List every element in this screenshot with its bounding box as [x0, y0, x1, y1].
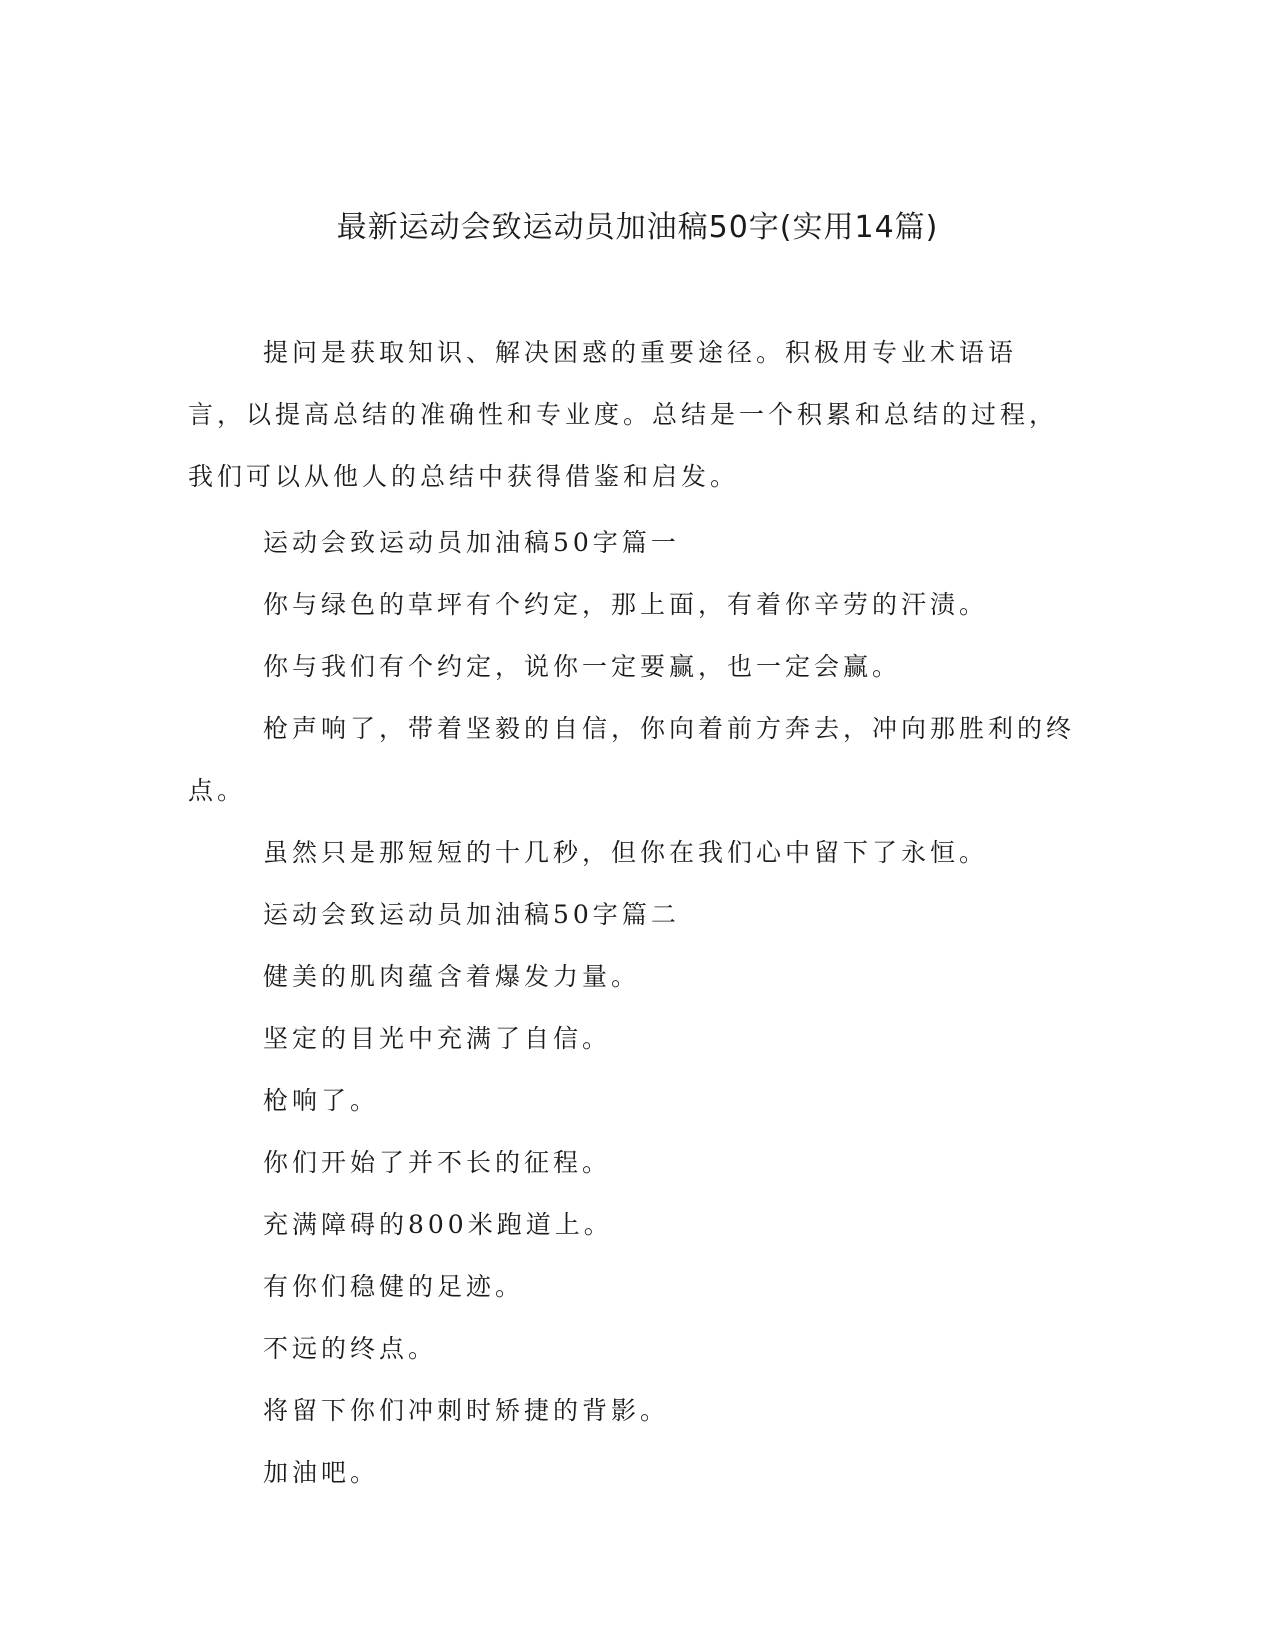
section-heading: 运动会致运动员加油稿50字篇一	[263, 528, 680, 557]
section-heading: 运动会致运动员加油稿50字篇二	[263, 900, 680, 929]
body-paragraph: 充满障碍的800米跑道上。	[263, 1210, 613, 1239]
body-paragraph: 你们开始了并不长的征程。	[263, 1148, 612, 1177]
body-paragraph: 你与绿色的草坪有个约定，那上面，有着你辛劳的汗渍。	[263, 590, 989, 619]
body-paragraph: 虽然只是那短短的十几秒，但你在我们心中留下了永恒。	[263, 838, 989, 867]
body-paragraph: 将留下你们冲刺时矫捷的背影。	[263, 1396, 670, 1425]
article-body	[188, 512, 1088, 1504]
body-paragraph: 坚定的目光中充满了自信。	[263, 1024, 612, 1053]
intro-paragraph: 提问是获取知识、解决困惑的重要途径。积极用专业术语语言，以提高总结的准确性和专业度。总结是一个积累和总结的过程，我们可以从他人的总结中获得借鉴和启发。	[188, 338, 1059, 491]
body-paragraph: 健美的肌肉蕴含着爆发力量。	[263, 962, 641, 991]
body-paragraph: 枪响了。	[263, 1086, 380, 1115]
document-title: 最新运动会致运动员加油稿50字(实用14篇)	[336, 210, 939, 245]
intro-block	[188, 322, 1068, 508]
body-paragraph: 不远的终点。	[263, 1334, 438, 1363]
body-paragraph: 枪声响了，带着坚毅的自信，你向着前方奔去，冲向那胜利的终点。	[188, 714, 1076, 805]
body-paragraph: 你与我们有个约定，说你一定要赢，也一定会赢。	[263, 652, 902, 681]
body-paragraph: 加油吧。	[263, 1458, 380, 1487]
body-paragraph: 有你们稳健的足迹。	[263, 1272, 525, 1301]
